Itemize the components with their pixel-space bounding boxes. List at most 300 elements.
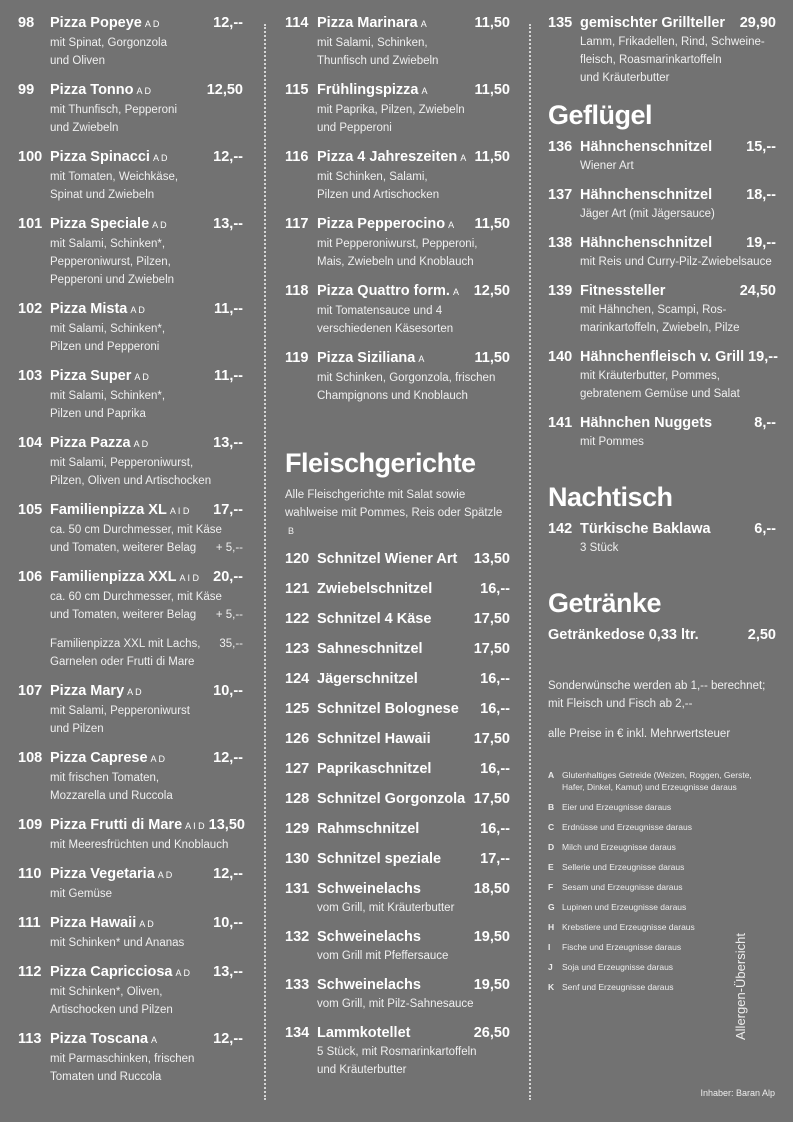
menu-item-head bbox=[18, 434, 243, 454]
menu-item bbox=[18, 749, 243, 805]
item-description bbox=[317, 947, 510, 965]
description-line: mit Salami, Pepperoniwurst, bbox=[50, 457, 194, 469]
menu-item-head bbox=[285, 14, 510, 34]
item-name bbox=[317, 730, 470, 749]
item-name bbox=[580, 282, 736, 301]
allergen-text: Glutenhaltiges Getreide (Weizen, Roggen, Gerste, Hafer, Dinkel, Kamut) und Erzeugnisse daraus bbox=[562, 770, 752, 792]
menu-item bbox=[18, 501, 243, 557]
item-name bbox=[317, 850, 476, 869]
description-line: und Pepperoni bbox=[317, 122, 392, 134]
item-price: 19,-- bbox=[746, 235, 776, 251]
allergen-letter: H bbox=[548, 922, 555, 932]
menu-item bbox=[285, 700, 510, 719]
item-price: 12,-- bbox=[213, 1031, 243, 1047]
description-line: mit Gemüse bbox=[50, 888, 112, 900]
item-description bbox=[50, 836, 243, 854]
familienpizza-lachs-note bbox=[50, 635, 243, 671]
allergen-row bbox=[548, 861, 776, 873]
item-allergens: A bbox=[460, 153, 467, 163]
item-price: 17,50 bbox=[473, 731, 510, 747]
item-description bbox=[317, 369, 510, 405]
item-name bbox=[317, 670, 476, 689]
item-name bbox=[50, 682, 209, 702]
menu-item-head bbox=[285, 880, 510, 899]
allergen-row bbox=[548, 841, 776, 853]
section-title-gefluegel: Geflügel bbox=[548, 100, 653, 130]
menu-item bbox=[18, 14, 243, 70]
item-name-text: Schnitzel 4 Käse bbox=[317, 611, 432, 627]
item-name bbox=[50, 963, 209, 983]
description-line: vom Grill, mit Kräuterbutter bbox=[317, 902, 455, 914]
item-name-text: Rahmschnitzel bbox=[317, 821, 420, 837]
menu-item bbox=[548, 348, 776, 403]
item-number: 126 bbox=[285, 731, 310, 747]
menu-item bbox=[285, 790, 510, 809]
allergen-letter: E bbox=[548, 862, 554, 872]
menu-item-head bbox=[285, 790, 510, 809]
description-line: Spinat und Zwiebeln bbox=[50, 189, 155, 201]
menu-item-head bbox=[18, 682, 243, 702]
menu-item-head bbox=[285, 640, 510, 659]
item-name bbox=[317, 928, 470, 947]
item-name-text: Frühlingspizza bbox=[317, 82, 419, 98]
description-line: Lamm, Frikadellen, Rind, Schweine- bbox=[580, 36, 765, 48]
item-name-text: Sahneschnitzel bbox=[317, 641, 423, 657]
menu-item-head bbox=[285, 81, 510, 101]
item-name-text: Pizza Frutti di Mare bbox=[50, 817, 183, 833]
item-number: 113 bbox=[18, 1031, 42, 1047]
item-name bbox=[317, 349, 471, 369]
getraenke-item bbox=[548, 626, 776, 645]
menu-item-head bbox=[18, 914, 243, 934]
allergen-text: Senf und Erzeugnisse daraus bbox=[562, 982, 674, 992]
item-number: 134 bbox=[285, 1025, 310, 1041]
item-price: 11,50 bbox=[474, 216, 510, 232]
description-line: vom Grill, mit Pilz-Sahnesauce bbox=[317, 998, 474, 1010]
item-description bbox=[317, 34, 510, 70]
item-number: 110 bbox=[18, 866, 42, 882]
item-number: 111 bbox=[18, 915, 41, 931]
item-allergens: A bbox=[452, 287, 459, 297]
item-number: 132 bbox=[285, 929, 310, 945]
item-price: 13,50 bbox=[208, 817, 245, 833]
description-line: mit Schinken, Salami, bbox=[317, 171, 428, 183]
menu-item bbox=[18, 568, 243, 624]
item-name bbox=[50, 914, 209, 934]
allergen-row bbox=[548, 769, 776, 793]
item-price: 13,-- bbox=[213, 964, 243, 980]
allergen-letter: F bbox=[548, 882, 554, 892]
item-price: 18,50 bbox=[473, 881, 510, 897]
item-price: 12,-- bbox=[213, 15, 243, 31]
menu-item bbox=[548, 14, 776, 87]
item-number: 136 bbox=[548, 139, 573, 155]
item-name bbox=[580, 186, 742, 205]
menu-item-head bbox=[285, 850, 510, 869]
menu-item-head bbox=[548, 414, 776, 433]
description-line: mit Spinat, Gorgonzola bbox=[50, 37, 167, 49]
item-allergens: A bbox=[448, 220, 455, 230]
menu-item-head bbox=[285, 282, 510, 302]
menu-item-head bbox=[18, 501, 243, 521]
sub-text-2: Garnelen oder Frutti di Mare bbox=[50, 656, 195, 668]
extra-price: + 5,-- bbox=[215, 542, 243, 554]
menu-item bbox=[18, 1030, 243, 1086]
item-allergens: A D bbox=[144, 19, 160, 29]
item-description bbox=[317, 995, 510, 1013]
note-line-1: Sonderwünsche werden ab 1,-- berechnet; bbox=[548, 680, 766, 692]
menu-item bbox=[18, 367, 243, 423]
allergen-text: Milch und Erzeugnisse daraus bbox=[562, 842, 676, 852]
item-number: 138 bbox=[548, 235, 573, 251]
fleisch-intro-line1: Alle Fleischgerichte mit Salat sowie bbox=[285, 489, 466, 501]
item-allergens: A D bbox=[157, 870, 173, 880]
item-allergens: A bbox=[420, 19, 427, 29]
description-line: Tomaten und Ruccola bbox=[50, 1071, 162, 1083]
item-description bbox=[50, 588, 243, 624]
item-name-text: Pizza Super bbox=[50, 368, 132, 384]
item-name-text: gemischter Grillteller bbox=[580, 15, 726, 31]
item-name-text: Pizza Siziliana bbox=[317, 350, 416, 366]
item-name-text: Pizza Speciale bbox=[50, 216, 150, 232]
item-price: 10,-- bbox=[213, 683, 243, 699]
item-name bbox=[50, 816, 205, 836]
menu-item-head bbox=[285, 760, 510, 779]
item-number: 137 bbox=[548, 187, 573, 203]
description-line: und Kräuterbutter bbox=[580, 72, 670, 84]
item-description bbox=[50, 769, 243, 805]
menu-item-head bbox=[548, 138, 776, 157]
menu-item-head bbox=[548, 14, 776, 33]
item-allergens: A D bbox=[133, 439, 149, 449]
item-number: 108 bbox=[18, 750, 43, 766]
description-line: mit Paprika, Pilzen, Zwiebeln bbox=[317, 104, 465, 116]
menu-item bbox=[548, 282, 776, 337]
item-name-text: Schnitzel speziale bbox=[317, 851, 442, 867]
item-price: 12,-- bbox=[213, 866, 243, 882]
description-line: Thunfisch und Zwiebeln bbox=[317, 55, 439, 67]
item-number: 139 bbox=[548, 283, 573, 299]
item-name bbox=[317, 820, 476, 839]
item-number: 127 bbox=[285, 761, 310, 777]
menu-item bbox=[285, 850, 510, 869]
menu-item-head bbox=[18, 568, 243, 588]
item-number: 99 bbox=[18, 82, 35, 98]
item-number: 133 bbox=[285, 977, 310, 993]
item-price: 16,-- bbox=[480, 581, 510, 597]
item-price: 17,50 bbox=[473, 641, 510, 657]
description-line: mit Salami, Schinken*, bbox=[50, 390, 166, 402]
allergen-text: Fische und Erzeugnisse daraus bbox=[562, 942, 682, 952]
item-name-text: Pizza Quattro form. bbox=[317, 283, 450, 299]
item-price: 17,50 bbox=[473, 791, 510, 807]
item-description bbox=[317, 899, 510, 917]
item-name bbox=[50, 749, 209, 769]
item-number: 98 bbox=[18, 15, 35, 31]
item-number: 119 bbox=[285, 350, 309, 366]
menu-item bbox=[285, 282, 510, 338]
item-name bbox=[317, 640, 470, 659]
item-name bbox=[317, 790, 470, 809]
item-number: 121 bbox=[285, 581, 310, 597]
item-price: 17,-- bbox=[213, 502, 243, 518]
menu-item-head bbox=[285, 730, 510, 749]
fleisch-intro bbox=[285, 486, 510, 540]
menu-item-head bbox=[18, 81, 243, 101]
item-number: 106 bbox=[18, 569, 43, 585]
item-price: 13,50 bbox=[473, 551, 510, 567]
item-number: 120 bbox=[285, 551, 310, 567]
item-description bbox=[50, 34, 243, 70]
item-price: 2,50 bbox=[747, 627, 776, 643]
menu-item bbox=[285, 928, 510, 965]
item-price: 6,-- bbox=[754, 521, 776, 537]
item-name bbox=[317, 14, 471, 34]
menu-item-head bbox=[18, 749, 243, 769]
menu-item bbox=[285, 215, 510, 271]
item-number: 130 bbox=[285, 851, 310, 867]
description-line: marinkartoffeln, Zwiebeln, Pilze bbox=[580, 322, 740, 334]
item-allergens: A bbox=[421, 86, 428, 96]
menu-item-head bbox=[18, 816, 243, 836]
allergen-text: Sellerie und Erzeugnisse daraus bbox=[562, 862, 685, 872]
sub-price: 35,-- bbox=[219, 638, 243, 650]
item-allergens: A D bbox=[134, 372, 149, 382]
menu-item-head bbox=[285, 1024, 510, 1043]
description-line: gebratenem Gemüse und Salat bbox=[580, 388, 740, 400]
item-number: 105 bbox=[18, 502, 43, 518]
column-separator-2 bbox=[529, 24, 531, 1100]
menu-item bbox=[285, 976, 510, 1013]
description-line: mit frischen Tomaten, bbox=[50, 772, 160, 784]
item-name-text: Hähnchenschnitzel bbox=[580, 235, 713, 251]
item-price: 19,50 bbox=[473, 977, 510, 993]
item-allergens: A I D bbox=[179, 573, 200, 583]
item-description bbox=[50, 101, 243, 137]
item-number: 122 bbox=[285, 611, 310, 627]
item-description bbox=[50, 387, 243, 423]
item-name bbox=[50, 215, 209, 235]
menu-item bbox=[18, 865, 243, 903]
menu-item-head bbox=[18, 367, 243, 387]
allergen-row bbox=[548, 801, 776, 813]
column-separator-1 bbox=[264, 24, 266, 1100]
extra-price: + 5,-- bbox=[215, 609, 243, 621]
item-name bbox=[580, 520, 750, 539]
item-name-text: Familienpizza XXL bbox=[50, 569, 177, 585]
item-name-text: Türkische Baklawa bbox=[580, 521, 711, 537]
item-name bbox=[50, 81, 203, 101]
item-name: Getränkedose 0,33 ltr. bbox=[548, 627, 699, 643]
notes bbox=[548, 677, 776, 743]
item-price: 11,50 bbox=[474, 82, 510, 98]
item-name-text: Schnitzel Gorgonzola bbox=[317, 791, 466, 807]
item-name bbox=[317, 580, 476, 599]
allergen-text: Soja und Erzeugnisse daraus bbox=[562, 962, 674, 972]
item-name-text: Familienpizza XL bbox=[50, 502, 167, 518]
item-name-text: Paprikaschnitzel bbox=[317, 761, 432, 777]
item-description bbox=[580, 253, 776, 271]
item-price: 24,50 bbox=[739, 283, 776, 299]
item-name-text: Pizza Marinara bbox=[317, 15, 418, 31]
item-allergens: A D bbox=[130, 305, 145, 315]
item-number: 115 bbox=[285, 82, 309, 98]
item-name bbox=[317, 610, 470, 629]
item-price: 10,-- bbox=[213, 915, 243, 931]
item-name-text: Pizza Hawaii bbox=[50, 915, 137, 931]
menu-item bbox=[548, 414, 776, 451]
item-description bbox=[50, 454, 243, 490]
item-number: 109 bbox=[18, 817, 43, 833]
description-line: mit Tomaten, Weichkäse, bbox=[50, 171, 179, 183]
item-description bbox=[580, 205, 776, 223]
menu-item bbox=[285, 580, 510, 599]
item-name bbox=[580, 234, 742, 253]
description-line: Champignons und Knoblauch bbox=[317, 390, 468, 402]
menu-item-head bbox=[18, 14, 243, 34]
item-description bbox=[50, 320, 243, 356]
menu-item-head bbox=[548, 348, 776, 367]
description-line: Wiener Art bbox=[580, 160, 634, 172]
allergen-row bbox=[548, 921, 776, 933]
item-price: 18,-- bbox=[746, 187, 776, 203]
item-name bbox=[50, 148, 209, 168]
menu-column-3 bbox=[548, 14, 776, 1001]
menu-item bbox=[548, 234, 776, 271]
item-name-text: Pizza Vegetaria bbox=[50, 866, 155, 882]
item-name-text: Pizza 4 Jahreszeiten bbox=[317, 149, 458, 165]
note-line-3: alle Preise in € inkl. Mehrwertsteuer bbox=[548, 728, 731, 740]
item-price: 11,50 bbox=[474, 350, 510, 366]
item-name-text: Pizza Pazza bbox=[50, 435, 131, 451]
item-name-text: Schweinelachs bbox=[317, 977, 421, 993]
item-number: 100 bbox=[18, 149, 43, 165]
item-name bbox=[50, 14, 209, 34]
item-description bbox=[50, 934, 243, 952]
item-name bbox=[580, 414, 750, 433]
menu-item-head bbox=[18, 963, 243, 983]
menu-item-head bbox=[285, 670, 510, 689]
description-line: mit Meeresfrüchten und Knoblauch bbox=[50, 839, 229, 851]
menu-item bbox=[285, 820, 510, 839]
allergen-letter: D bbox=[548, 842, 555, 852]
item-number: 102 bbox=[18, 301, 43, 317]
item-allergens: A D bbox=[152, 220, 167, 230]
item-name bbox=[317, 81, 471, 101]
item-number: 107 bbox=[18, 683, 43, 699]
description-line: ca. 60 cm Durchmesser, mit Käse bbox=[50, 591, 222, 603]
description-line: Pepperoni und Zwiebeln bbox=[50, 274, 175, 286]
menu-item-head bbox=[18, 865, 243, 885]
description-line: 5 Stück, mit Rosmarinkartoffeln bbox=[317, 1046, 477, 1058]
item-description bbox=[50, 521, 243, 557]
item-number: 116 bbox=[285, 149, 309, 165]
section-title-getraenke: Getränke bbox=[548, 588, 662, 618]
item-price: 11,-- bbox=[213, 301, 243, 317]
menu-item-head bbox=[285, 148, 510, 168]
item-number: 125 bbox=[285, 701, 310, 717]
item-name-text: Schweinelachs bbox=[317, 929, 421, 945]
item-description bbox=[50, 885, 243, 903]
item-name-text: Zwiebelschnitzel bbox=[317, 581, 433, 597]
menu-item bbox=[285, 148, 510, 204]
menu-item-head bbox=[548, 282, 776, 301]
menu-item bbox=[18, 963, 243, 1019]
item-name-text: Pizza Spinacci bbox=[50, 149, 150, 165]
item-description bbox=[317, 101, 510, 137]
item-number: 123 bbox=[285, 641, 310, 657]
item-description bbox=[317, 1043, 510, 1079]
item-name-text: Pizza Capricciosa bbox=[50, 964, 173, 980]
item-name-text: Hähnchenfleisch v. Grill bbox=[580, 349, 745, 365]
description-line: mit Pommes bbox=[580, 436, 644, 448]
item-description bbox=[580, 539, 776, 557]
item-allergens: A D bbox=[175, 968, 191, 978]
fleisch-intro-allergen: B bbox=[288, 526, 295, 536]
menu-item bbox=[18, 434, 243, 490]
description-extra bbox=[50, 606, 243, 624]
menu-item bbox=[285, 14, 510, 70]
item-name-text: Hähnchen Nuggets bbox=[580, 415, 713, 431]
item-number: 124 bbox=[285, 671, 310, 687]
description-line: vom Grill mit Pfeffersauce bbox=[317, 950, 449, 962]
item-name bbox=[580, 138, 742, 157]
menu-item-head bbox=[285, 928, 510, 947]
item-price: 20,-- bbox=[213, 569, 243, 585]
description-line: und Zwiebeln bbox=[50, 122, 119, 134]
description-line: mit Schinken* und Ananas bbox=[50, 937, 185, 949]
item-price: 15,-- bbox=[746, 139, 776, 155]
allergen-letter: B bbox=[548, 802, 555, 812]
allergen-letter: J bbox=[548, 962, 553, 972]
item-price: 11,50 bbox=[474, 15, 510, 31]
item-description bbox=[50, 168, 243, 204]
menu-item-head bbox=[285, 349, 510, 369]
description-line: mit Schinken*, Oliven, bbox=[50, 986, 163, 998]
item-name-text: Pizza Caprese bbox=[50, 750, 148, 766]
description-line: Pepperoniwurst, Pilzen, bbox=[50, 256, 171, 268]
sub-text: Familienpizza XXL mit Lachs, bbox=[50, 638, 201, 650]
description-line: mit Schinken, Gorgonzola, frischen bbox=[317, 372, 496, 384]
allergen-row bbox=[548, 881, 776, 893]
item-price: 19,50 bbox=[473, 929, 510, 945]
allergen-row bbox=[548, 901, 776, 913]
menu-item bbox=[285, 1024, 510, 1079]
item-name bbox=[50, 568, 209, 588]
item-name-text: Schnitzel Bolognese bbox=[317, 701, 459, 717]
item-number: 129 bbox=[285, 821, 310, 837]
item-price: 26,50 bbox=[473, 1025, 510, 1041]
description-line: mit Salami, Schinken*, bbox=[50, 323, 166, 335]
menu-item bbox=[285, 640, 510, 659]
item-name-text: Pizza Tonno bbox=[50, 82, 134, 98]
item-description bbox=[50, 1050, 243, 1086]
item-number: 101 bbox=[18, 216, 43, 232]
item-allergens: A bbox=[418, 354, 425, 364]
menu-item bbox=[18, 215, 243, 289]
description-line: Mozzarella und Ruccola bbox=[50, 790, 173, 802]
description-line: mit Thunfisch, Pepperoni bbox=[50, 104, 177, 116]
menu-item-head bbox=[18, 148, 243, 168]
item-description bbox=[50, 983, 243, 1019]
section-title-nachtisch: Nachtisch bbox=[548, 482, 673, 512]
description-line: Pilzen und Pepperoni bbox=[50, 341, 160, 353]
item-price: 16,-- bbox=[480, 821, 510, 837]
menu-item bbox=[285, 880, 510, 917]
menu-item-head bbox=[285, 610, 510, 629]
item-allergens: A D bbox=[127, 687, 142, 697]
item-name-text: Schnitzel Hawaii bbox=[317, 731, 431, 747]
